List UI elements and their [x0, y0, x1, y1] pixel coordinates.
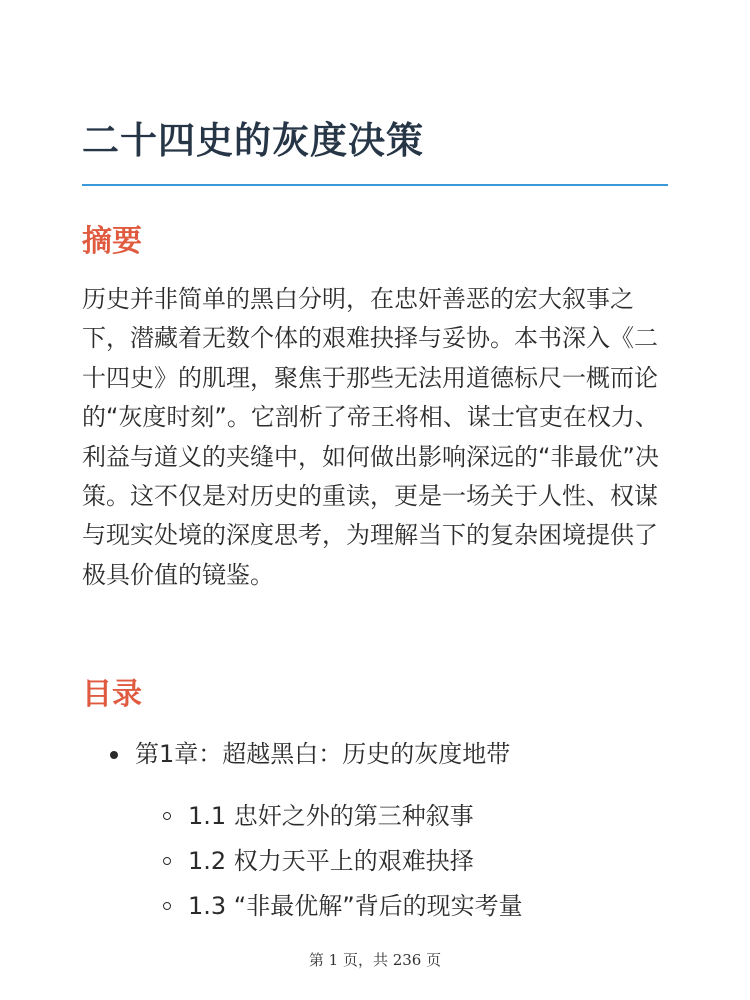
bullet-disc-icon — [110, 751, 118, 759]
toc-chapter-list — [110, 736, 510, 772]
bullet-circle-icon — [163, 902, 171, 910]
toc-section-label: 1.1 忠奸之外的第三种叙事 — [188, 802, 474, 830]
toc-section-item[interactable] — [163, 794, 523, 839]
toc-section-label: 1.2 权力天平上的艰难抉择 — [188, 847, 474, 875]
toc-chapter-item[interactable] — [110, 736, 510, 772]
abstract-heading: 摘要 — [82, 224, 142, 259]
toc-section-list — [163, 794, 523, 929]
toc-section-item[interactable] — [163, 884, 523, 929]
document-title: 二十四史的灰度决策 — [82, 119, 424, 162]
page-number-footer: 第 1 页，共 236 页 — [308, 951, 442, 969]
bullet-circle-icon — [163, 857, 171, 865]
abstract-body: 历史并非简单的黑白分明，在忠奸善恶的宏大叙事之下，潜藏着无数个体的艰难抉择与妥协。本书深入《二十四史》的肌理，聚焦于那些无法用道德标尺一概而论的“灰度时刻”。它剖析了帝王将相、谋士官吏在权力、利益与道义的夹缝中，如何做出影响深远的“非最优”决策。这不仅是对历史的重读，更是一场关于人性、权谋与现实处境的深度思考，为理解当下的复杂困境提供了极具价值的镜鉴。 — [82, 285, 659, 589]
toc-heading: 目录 — [82, 677, 142, 712]
bullet-circle-icon — [163, 812, 171, 820]
toc-chapter-label: 第1章：超越黑白：历史的灰度地带 — [135, 740, 511, 768]
toc-section-label: 1.3 “非最优解”背后的现实考量 — [188, 892, 523, 920]
toc-section-item[interactable] — [163, 839, 523, 884]
title-divider — [82, 184, 668, 186]
